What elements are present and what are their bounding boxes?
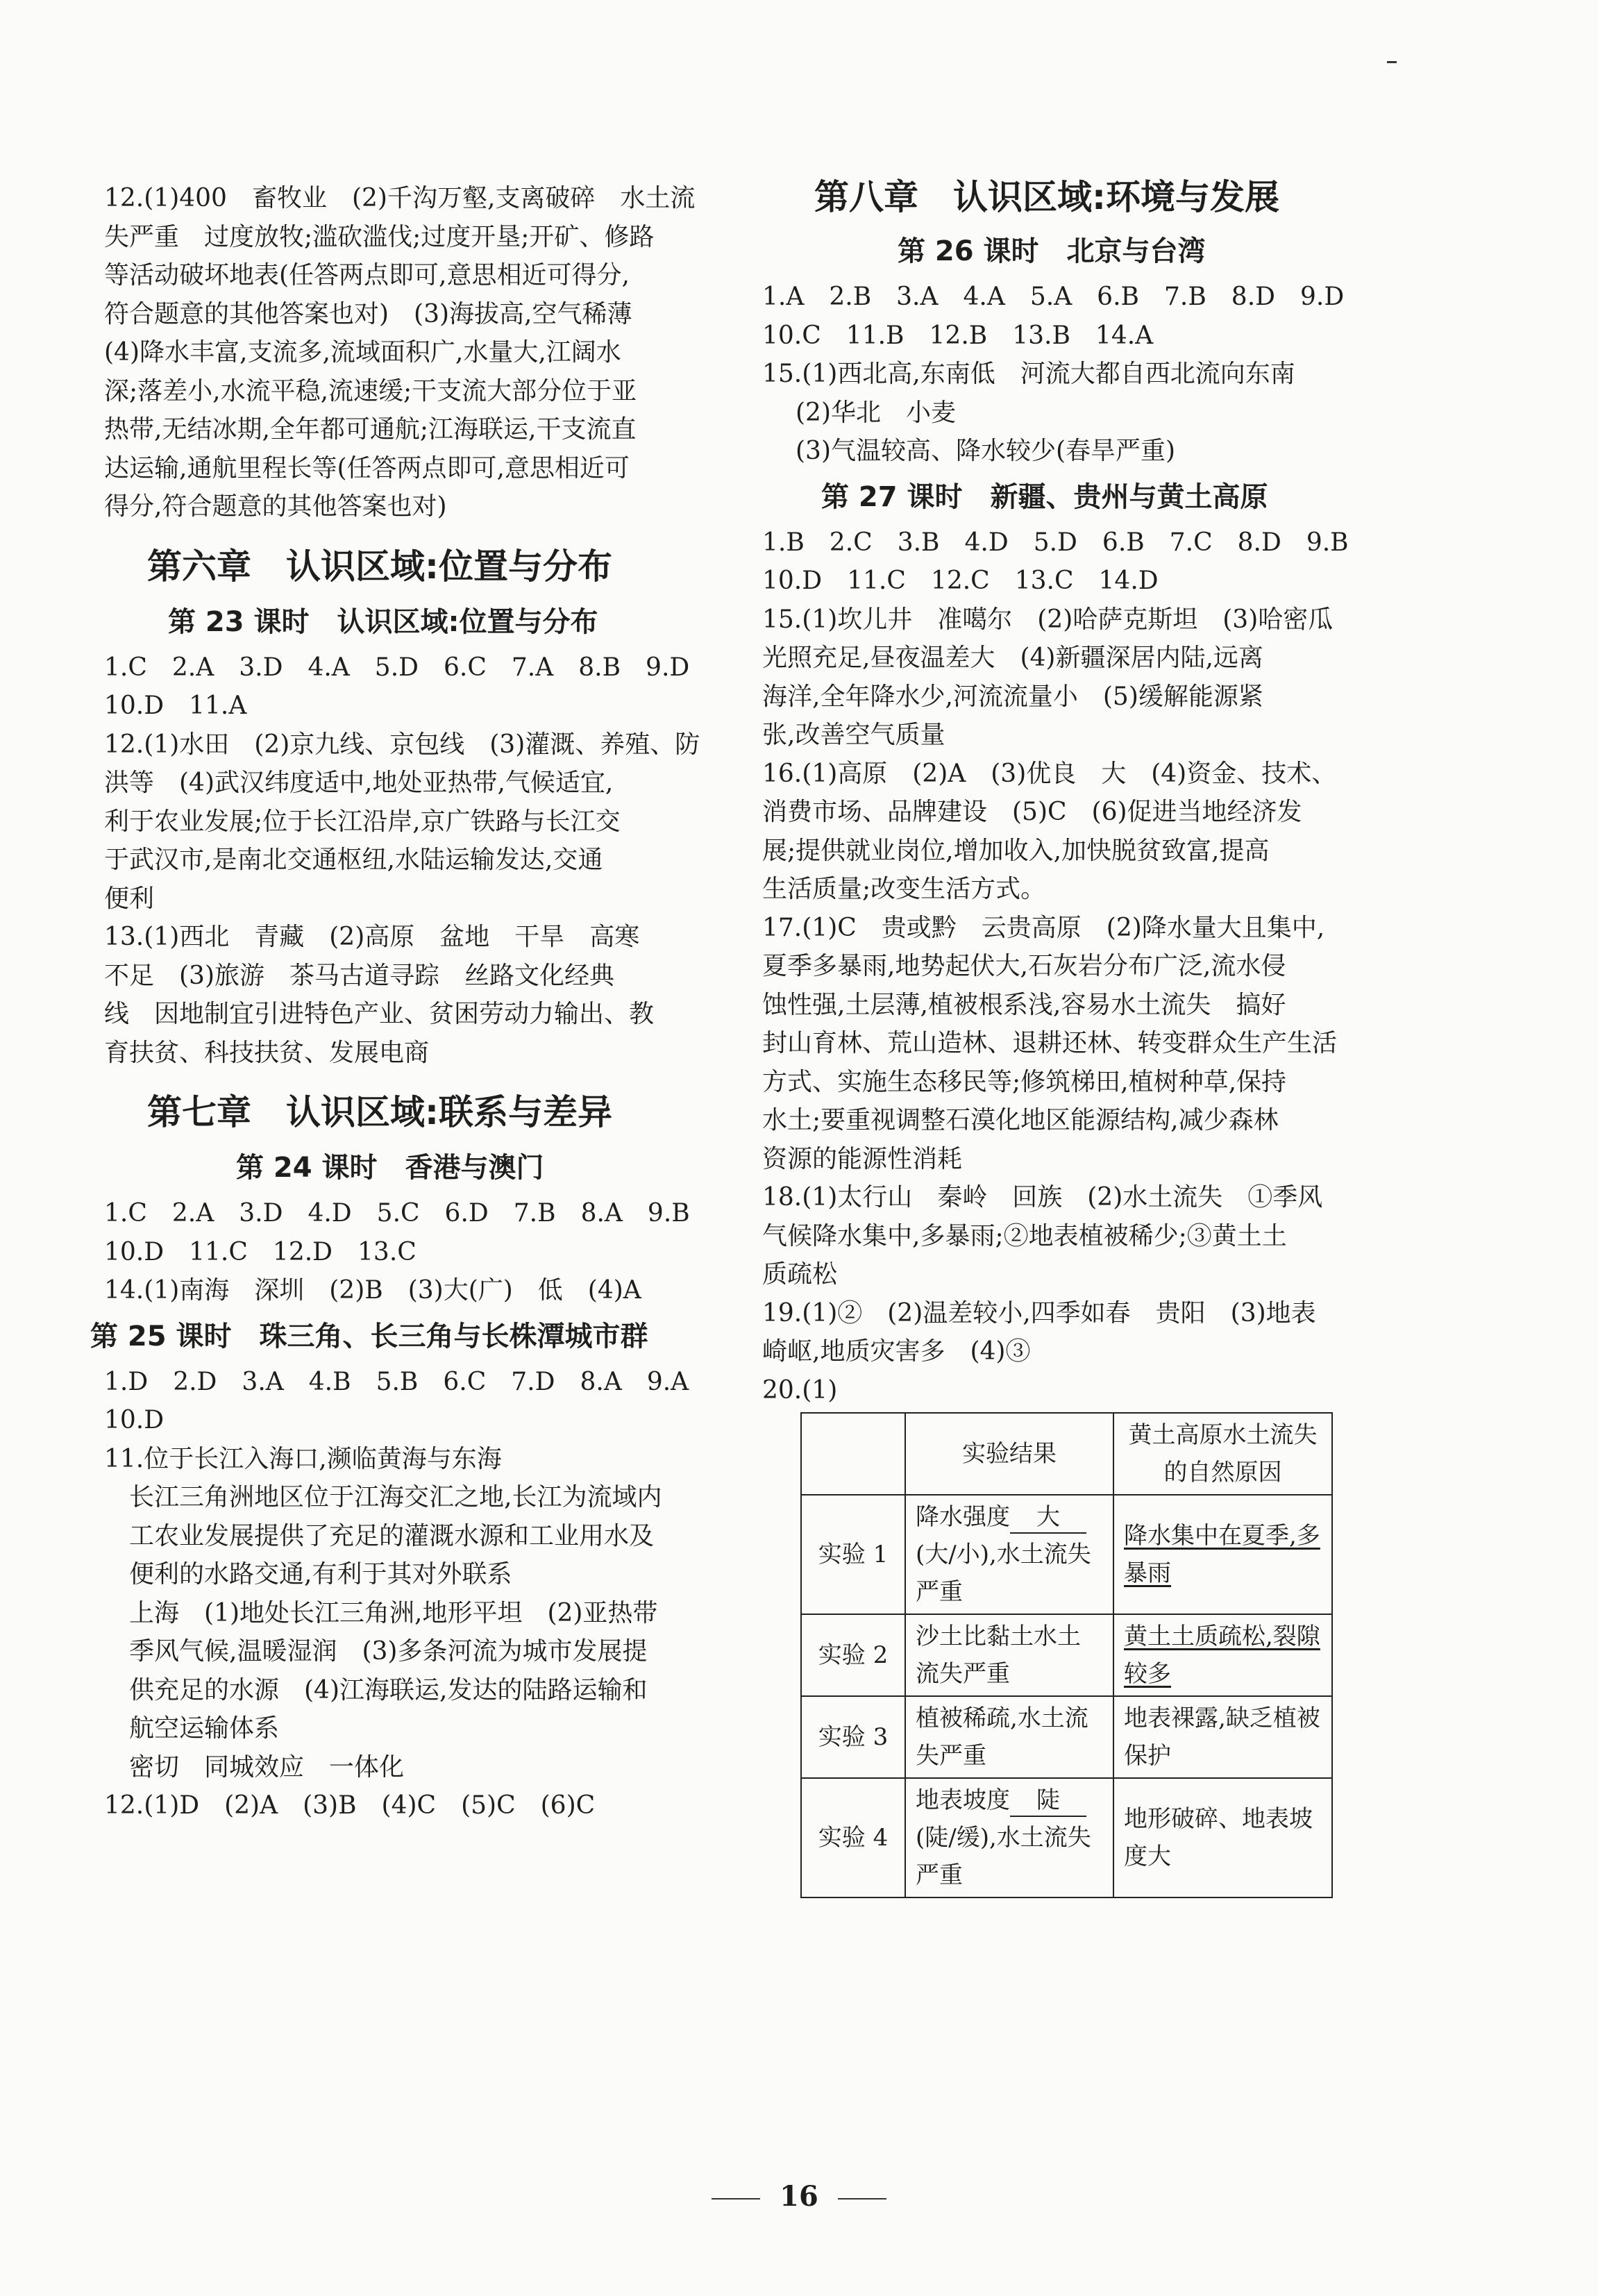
answer-block-lesson-24	[104, 1194, 729, 1310]
answer-line: (3)气温较高、降水较少(春旱严重)	[796, 437, 1176, 465]
cause-text: 降水集中在夏季,多暴雨	[1124, 1522, 1320, 1587]
experiment-result	[905, 1614, 1113, 1696]
answer-line: 夏季多暴雨,地势起伏大,石灰岩分布广泛,流水侵	[762, 952, 1286, 980]
result-text-tail: (陡/缓),水土流失严重	[916, 1824, 1091, 1889]
answer-line: 生活质量;改变生活方式。	[762, 875, 1046, 903]
filled-blank: 大	[1010, 1502, 1086, 1534]
answer-line: 1.D 2.D 3.A 4.B 5.B 6.C 7.D 8.A 9.A	[104, 1367, 689, 1396]
result-text: 降水强度	[916, 1503, 1010, 1531]
answer-line: 13.(1)西北 青藏 (2)高原 盆地 干旱 高寒	[104, 923, 640, 951]
cause-text: 黄土土质疏松,裂隙较多	[1124, 1623, 1320, 1688]
answer-line: 便利的水路交通,有利于其对外联系	[129, 1560, 512, 1589]
cause-text: 地形破碎、地表坡度大	[1124, 1805, 1313, 1870]
answer-line: 育扶贫、科技扶贫、发展电商	[104, 1038, 430, 1067]
experiment-label: 实验 3	[801, 1696, 905, 1778]
answer-line: 12.(1)400 畜牧业 (2)千沟万壑,支离破碎 水土流	[104, 184, 696, 212]
answer-line: 12.(1)水田 (2)京九线、京包线 (3)灌溉、养殖、防	[104, 730, 700, 759]
table-header-empty	[801, 1413, 905, 1495]
answer-line: (4)降水丰富,支流多,流域面积广,水量大,江阔水	[104, 338, 621, 367]
experiment-label: 实验 4	[801, 1778, 905, 1897]
page-number-dash	[838, 2198, 886, 2199]
left-column	[90, 179, 729, 1825]
experiment-table	[800, 1412, 1333, 1898]
answer-line: 得分,符合题意的其他答案也对)	[104, 492, 447, 521]
answer-line: 1.B 2.C 3.B 4.D 5.D 6.B 7.C 8.D 9.B	[762, 528, 1349, 557]
experiment-cause	[1113, 1614, 1332, 1696]
experiment-result	[905, 1495, 1113, 1614]
result-text: 沙土比黏土水土流失严重	[916, 1623, 1081, 1688]
answer-line: 蚀性强,土层薄,植被根系浅,容易水土流失 搞好	[762, 990, 1286, 1019]
table-header-row	[801, 1413, 1332, 1495]
answer-line: 10.D	[104, 1406, 165, 1434]
table-header-result: 实验结果	[905, 1413, 1113, 1495]
answer-line: 深;落差小,水流平稳,流速缓;干支流大部分位于亚	[104, 376, 637, 405]
answer-line: 供充足的水源 (4)江海联运,发达的陆路运输和	[129, 1675, 648, 1704]
answer-line: 资源的能源性消耗	[762, 1144, 963, 1173]
answer-line: 方式、实施生态移民等;修筑梯田,植树种草,保持	[762, 1067, 1287, 1096]
result-text-tail: (大/小),水土流失严重	[916, 1541, 1091, 1606]
right-column	[762, 179, 1387, 1898]
table-body	[801, 1495, 1332, 1897]
experiment-result	[905, 1778, 1113, 1897]
table-row	[801, 1614, 1332, 1696]
answer-line: 航空运输体系	[129, 1714, 280, 1743]
answer-line: 18.(1)太行山 秦岭 回族 (2)水土流失 ①季风	[762, 1183, 1323, 1212]
answer-block-lesson-25-indented	[104, 1478, 729, 1786]
answer-line: 上海 (1)地处长江三角洲,地形平坦 (2)亚热带	[129, 1598, 658, 1627]
answer-line: 10.D 11.C 12.C 13.C 14.D	[762, 567, 1159, 595]
answer-line: 展;提供就业岗位,增加收入,加快脱贫致富,提高	[762, 836, 1270, 865]
corner-mark	[1387, 61, 1397, 63]
page-number-text: 16	[780, 2180, 818, 2213]
answer-line: 便利	[104, 884, 155, 913]
experiment-cause	[1113, 1778, 1332, 1897]
answer-line: 于武汉市,是南北交通枢纽,水陆运输发达,交通	[104, 846, 603, 874]
answer-line: 1.A 2.B 3.A 4.A 5.A 6.B 7.B 8.D 9.D	[762, 283, 1345, 311]
lesson-26-title: 第 26 课时 北京与台湾	[898, 235, 1206, 267]
answer-block-lesson-25	[104, 1363, 729, 1479]
experiment-cause	[1113, 1696, 1332, 1778]
answer-block-q12-prev	[104, 179, 729, 526]
experiment-label: 实验 2	[801, 1614, 905, 1696]
answer-line: 水土;要重视调整石漠化地区能源结构,减少森林	[762, 1106, 1279, 1134]
lesson-23-title: 第 23 课时 认识区域:位置与分布	[168, 605, 598, 638]
table-row	[801, 1778, 1332, 1897]
answer-line: 12.(1)D (2)A (3)B (4)C (5)C (6)C	[104, 1791, 596, 1820]
chapter-6-title: 第六章 认识区域:位置与分布	[147, 546, 612, 587]
answer-line: 17.(1)C 贵或黔 云贵高原 (2)降水量大且集中,	[762, 913, 1325, 942]
answer-line: 密切 同城效应 一体化	[129, 1752, 405, 1782]
chapter-7-title: 第七章 认识区域:联系与差异	[147, 1092, 612, 1132]
experiment-result	[905, 1696, 1113, 1778]
answer-block-lesson-26-indented	[762, 394, 1387, 471]
experiment-cause	[1113, 1495, 1332, 1614]
table-row	[801, 1696, 1332, 1778]
answer-line: 洪等 (4)武汉纬度适中,地处亚热带,气候适宜,	[104, 769, 614, 797]
answer-line: 1.C 2.A 3.D 4.A 5.D 6.C 7.A 8.B 9.D	[104, 653, 690, 682]
filled-blank: 陡	[1010, 1785, 1086, 1817]
lesson-27-title: 第 27 课时 新疆、贵州与黄土高原	[821, 480, 1268, 513]
cause-text: 地表裸露,缺乏植被保护	[1124, 1704, 1320, 1770]
answer-line: 20.(1)	[762, 1375, 838, 1405]
answer-line: 达运输,通航里程长等(任答两点即可,意思相近可	[104, 453, 630, 483]
answer-line: 消费市场、品牌建设 (5)C (6)促进当地经济发	[762, 798, 1302, 826]
answer-block-lesson-27	[762, 523, 1387, 1410]
lesson-24-title: 第 24 课时 香港与澳门	[236, 1152, 544, 1184]
answer-line: 利于农业发展;位于长江沿岸,京广铁路与长江交	[104, 807, 621, 836]
answer-line: 10.D 11.C 12.D 13.C	[104, 1237, 417, 1266]
answer-block-lesson-26	[762, 278, 1387, 394]
answer-line: 10.D 11.A	[104, 692, 247, 720]
answer-line: 光照充足,昼夜温差大 (4)新疆深居内陆,远离	[762, 644, 1263, 672]
answer-line: 季风气候,温暖湿润 (3)多条河流为城市发展提	[129, 1637, 648, 1666]
result-text: 植被稀疏,水土流失严重	[916, 1704, 1088, 1770]
chapter-8-title: 第八章 认识区域:环境与发展	[814, 177, 1279, 217]
page-number	[0, 2180, 1598, 2213]
page-number-dash	[712, 2198, 760, 2199]
answer-line: 热带,无结冰期,全年都可通航;江海联运,干支流直	[104, 415, 637, 444]
table-header-cause: 黄土高原水土流失的自然原因	[1113, 1413, 1332, 1495]
answer-line: 质疏松	[762, 1260, 838, 1289]
answer-line: 1.C 2.A 3.D 4.D 5.C 6.D 7.B 8.A 9.B	[104, 1199, 690, 1227]
answer-line: 不足 (3)旅游 茶马古道寻踪 丝路文化经典	[104, 961, 614, 990]
answer-line: 等活动破坏地表(任答两点即可,意思相近可得分,	[104, 261, 630, 290]
table-row	[801, 1495, 1332, 1614]
answer-line: 15.(1)西北高,东南低 河流大都自西北流向东南	[762, 360, 1295, 388]
answer-line: 15.(1)坎儿井 准噶尔 (2)哈萨克斯坦 (3)哈密瓜	[762, 605, 1334, 634]
answer-line: 张,改善空气质量	[762, 721, 945, 749]
answer-line: 海洋,全年降水少,河流流量小 (5)缓解能源紧	[762, 682, 1263, 711]
answer-line: 14.(1)南海 深圳 (2)B (3)大(广) 低 (4)A	[104, 1276, 641, 1305]
answer-line: 19.(1)② (2)温差较小,四季如春 贵阳 (3)地表	[762, 1298, 1316, 1327]
answer-line: 长江三角洲地区位于江海交汇之地,长江为流域内	[129, 1483, 662, 1511]
answer-line: 10.C 11.B 12.B 13.B 14.A	[762, 321, 1154, 350]
lesson-25-title: 第 25 课时 珠三角、长三角与长株潭城市群	[90, 1320, 648, 1352]
answer-line: 封山育林、荒山造林、退耕还林、转变群众生产生活	[762, 1029, 1338, 1057]
answer-line: 气候降水集中,多暴雨;②地表植被稀少;③黄土土	[762, 1221, 1287, 1250]
answer-line: 16.(1)高原 (2)A (3)优良 大 (4)资金、技术、	[762, 759, 1337, 788]
answer-line: 失严重 过度放牧;滥砍滥伐;过度开垦;开矿、修路	[104, 222, 655, 251]
experiment-label: 实验 1	[801, 1495, 905, 1614]
answer-block-lesson-23	[104, 648, 729, 1073]
answer-line: 线 因地制宜引进特色产业、贫困劳动力输出、教	[104, 1000, 655, 1028]
answer-line: (2)华北 小麦	[796, 398, 956, 427]
answer-line: 工农业发展提供了充足的灌溉水源和工业用水及	[129, 1521, 655, 1550]
answer-line: 符合题意的其他答案也对) (3)海拔高,空气稀薄	[104, 299, 632, 328]
answer-line: 11.位于长江入海口,濒临黄海与东海	[104, 1444, 502, 1473]
result-text: 地表坡度	[916, 1786, 1010, 1814]
answer-line: 崎岖,地质灾害多 (4)③	[762, 1337, 1031, 1366]
